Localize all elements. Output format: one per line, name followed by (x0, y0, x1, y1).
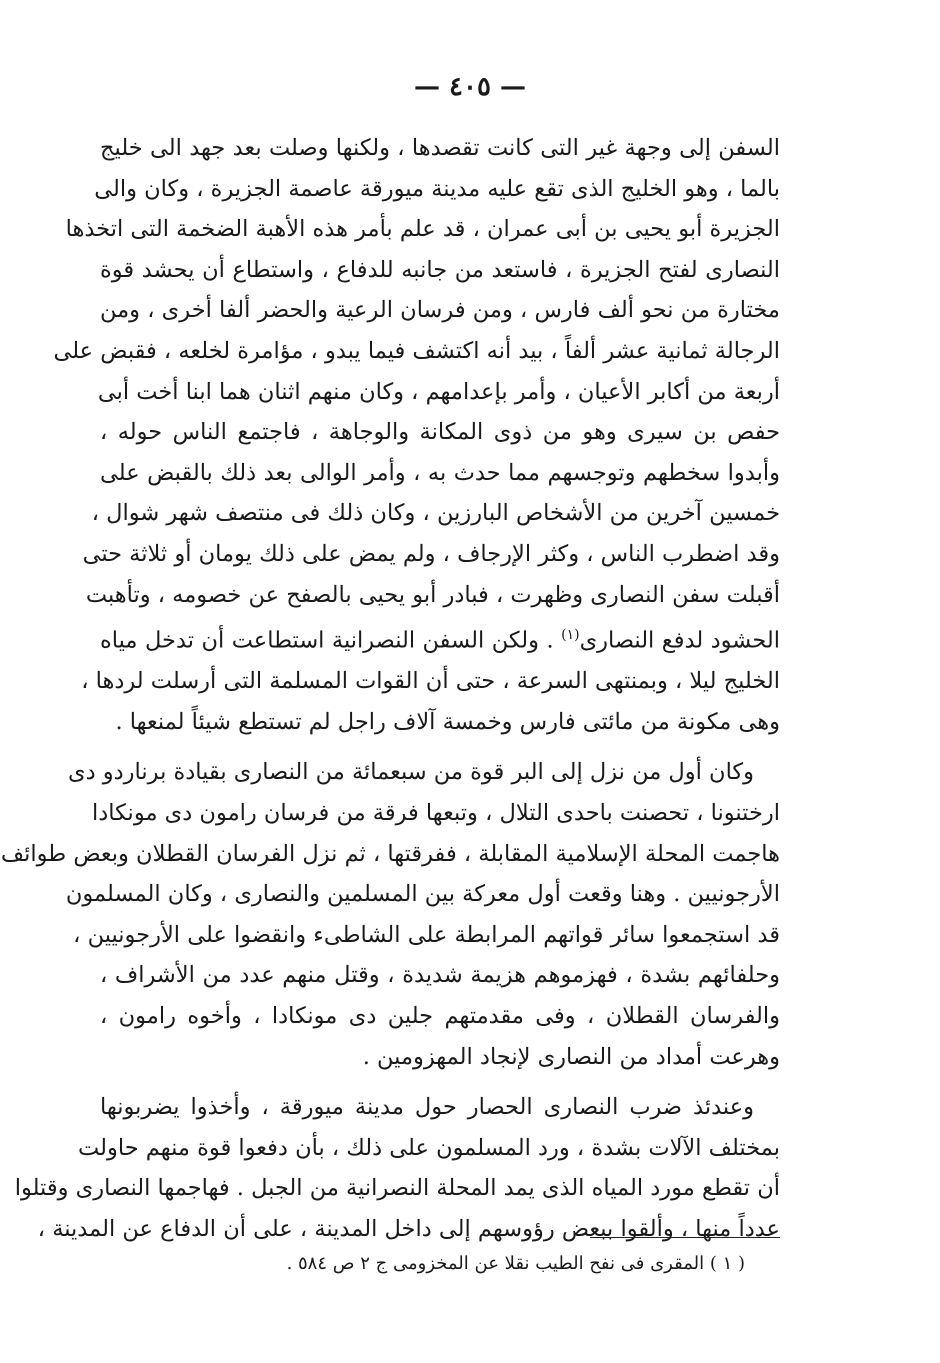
paragraph-3 (14, 1087, 780, 1249)
text-line: بالما ، وهو الخليج الذى تقع عليه مدينة ميورقة عاصمة الجزيرة ، وكان والى (94, 175, 780, 202)
paragraph-2 (0, 752, 780, 1077)
page-number: — ٤٠٥ — (413, 72, 527, 102)
text-line: الخليج ليلا ، وبمنتهى السرعة ، حتى أن القوات المسلمة التى أرسلت لردها ، (81, 668, 780, 695)
text-line: النصارى لفتح الجزيرة ، فاستعد من جانبه للدفاع ، واستطاع أن يحشد قوة (100, 256, 780, 283)
text-line: حفص بن سيرى وهو من ذوى المكانة والوجاهة ، فاجتمع الناس حوله ، (100, 419, 780, 446)
text-line: الجزيرة أبو يحيى بن أبى عمران ، قد علم بأمر هذه الأهبة الضخمة التى اتخذها (65, 216, 780, 243)
text-line: أن تقطع مورد المياه الذى يمد المحلة النصرانية من الجبل . فهاجمها النصارى وقتلوا (14, 1175, 780, 1202)
text-line: وحلفائهم بشدة ، فهزموهم هزيمة شديدة ، وقتل منهم عدد من الأشراف ، (100, 962, 780, 989)
footnote-divider (590, 1237, 780, 1238)
text-line: هاجمت المحلة الإسلامية المقابلة ، ففرقتها ، ثم نزل الفرسان القطلان وبعض طوائف (0, 840, 780, 867)
text-line: وعندئذ ضرب النصارى الحصار حول مدينة ميورقة ، وأخذوا يضربونها (100, 1094, 754, 1121)
text-line: أقبلت سفن النصارى وظهرت ، فبادر أبو يحيى بالصفح عن خصومه ، وتأهبت (85, 581, 780, 608)
text-line: مختارة من نحو ألف فارس ، ومن فرسان الرعية والحضر ألفا أخرى ، ومن (100, 297, 780, 324)
text-line: السفن إلى وجهة غير التى كانت تقصدها ، ولكنها وصلت بعد جهد الى خليج (100, 135, 780, 161)
text-line-with-footnote (100, 615, 780, 661)
text-line: ارختنونا ، تحصنت باحدى التلال ، وتبعها فرقة من فرسان رامون دى مونكادا (92, 800, 780, 826)
paragraph-1 (53, 128, 780, 742)
text-line: الأرجونيين . وهنا وقعت أول معركة بين المسلمين والنصارى ، وكان المسلمون (65, 881, 780, 908)
text-line: خمسين آخرين من الأشخاص البارزين ، وكان ذلك فى منتصف شهر شوال ، (91, 500, 780, 527)
main-text (0, 128, 780, 1250)
text-line: وأبدوا سخطهم وتوجسهم مما حدث به ، وأمر الوالى بعد ذلك بالقبض على (100, 459, 780, 486)
paragraph-gap (100, 1077, 780, 1087)
text-line: الرجالة ثمانية عشر ألفاً ، بيد أنه اكتشف فيما يبدو ، مؤامرة لخلعه ، فقبض على (53, 337, 780, 364)
footnote-marker[interactable]: (١) (561, 627, 580, 644)
footnote: ( ١ ) المقرى فى نفح الطيب نقلا عن المخزومى ج ٢ ص ٥٨٤ . (286, 1253, 745, 1274)
text-line: أربعة من أكابر الأعيان ، وأمر بإعدامهم ، وكان منهم اثنان هما ابنا أخت أبى (97, 378, 780, 405)
text-line: قد استجمعوا سائر قواتهم المرابطة على الشاطىء وانقضوا على الأرجونيين ، (73, 921, 780, 948)
text-fragment: . ولكن السفن النصرانية استطاعت أن تدخل مياه (100, 627, 562, 654)
text-line: وكان أول من نزل إلى البر قوة من سبعمائة من النصارى بقيادة برناردو دى (68, 759, 754, 786)
text-line: وهى مكونة من مائتى فارس وخمسة آلاف راجل لم تستطع شيئاً لمنعها . (115, 708, 780, 735)
text-line: وهرعت أمداد من النصارى لإنجاد المهزومين . (362, 1043, 780, 1070)
text-line: وقد اضطرب الناس ، وكثر الإرجاف ، ولم يمض على ذلك يومان أو ثلاثة حتى (82, 540, 780, 567)
text-fragment: الحشود لدفع النصارى (579, 627, 780, 654)
paragraph-gap (100, 742, 780, 752)
text-line: عدداً منها ، وألقوا ببعض رؤوسهم إلى داخل المدينة ، على أن الدفاع عن المدينة ، (37, 1215, 780, 1242)
text-line: والفرسان القطلان ، وفى مقدمتهم جلين دى مونكادا ، وأخوه رامون ، (100, 1002, 780, 1029)
text-line: بمختلف الآلات بشدة ، ورد المسلمون على ذلك ، بأن دفعوا قوة منهم حاولت (78, 1134, 780, 1161)
